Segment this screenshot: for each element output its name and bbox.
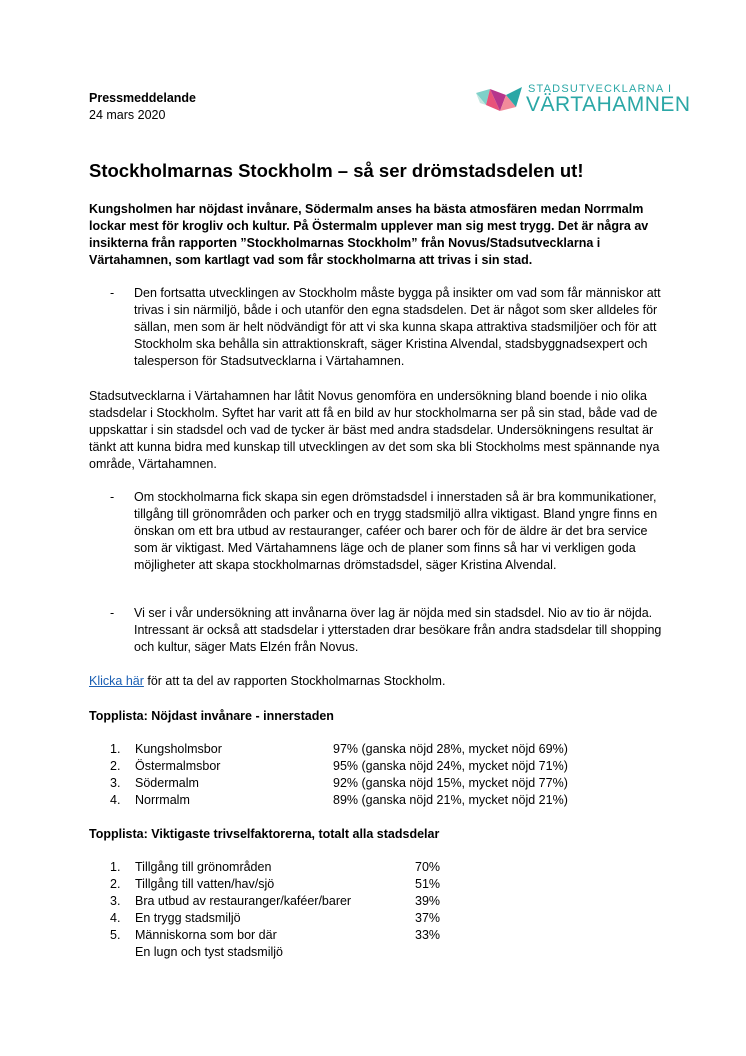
list-item-number: 1. xyxy=(110,742,121,756)
list-item-name: En trygg stadsmiljö xyxy=(135,911,241,925)
press-release-label: Pressmeddelande xyxy=(89,91,196,105)
list-extra-line: En lugn och tyst stadsmiljö xyxy=(135,945,283,959)
list-item-name: Norrmalm xyxy=(135,793,190,807)
list-item-value: 95% (ganska nöjd 24%, mycket nöjd 71%) xyxy=(333,759,568,773)
report-link[interactable]: Klicka här xyxy=(89,674,144,688)
list-item-value: 33% xyxy=(415,928,441,942)
report-link-line xyxy=(89,673,669,690)
bullet-dash: - xyxy=(110,286,115,300)
list-item-number: 1. xyxy=(110,860,121,874)
list-item-name: Bra utbud av restauranger/kaféer/barer xyxy=(135,894,352,908)
list-item-number: 3. xyxy=(110,776,121,790)
logo-main-text: VÄRTAHAMNEN xyxy=(526,93,691,116)
list-title: Topplista: Nöjdast invånare - innerstaden xyxy=(89,709,334,723)
list-item-value: 39% xyxy=(415,894,441,908)
list-item-value: 92% (ganska nöjd 15%, mycket nöjd 77%) xyxy=(333,776,568,790)
list-item-value: 37% xyxy=(415,911,441,925)
quote-text: Om stockholmarna fick skapa sin egen drömstadsdel i innerstaden så är bra kommunikationer, tillgång till grönområden och parker och en trygg stadsmiljö allra viktigast. Bland yngre finns en önskan om ett bra utbud av restauranger, caféer och barer och för de äldre är det bra service som är viktigast. Med Värtahamnens läge och de planer som finns så har vi verkligen goda möjligheter att skapa stockholmarnas drömstadsdel, säger Kristina Alvendal. xyxy=(134,490,658,572)
logo-top-text: STADSUTVECKLARNA I xyxy=(528,83,673,95)
quote-text: Vi ser i vår undersökning att invånarna över lag är nöjda med sin stadsdel. Nio av tio är nöjda. Intressant är också att stadsdelar i ytterstaden drar besökare från andra stadsdelar till shopping och kultur, säger Mats Elzén från Novus. xyxy=(134,606,662,654)
list-item-name: Tillgång till vatten/hav/sjö xyxy=(135,877,275,891)
bullet-dash: - xyxy=(110,606,115,620)
list-item-name: Kungsholmsbor xyxy=(135,742,222,756)
list-item-number: 5. xyxy=(110,928,121,942)
list-item-name: Tillgång till grönområden xyxy=(135,860,272,874)
bullet-dash: - xyxy=(110,490,115,504)
page-title: Stockholmarnas Stockholm – så ser drömstadsdelen ut! xyxy=(89,160,584,181)
list-item-value: 70% xyxy=(415,860,441,874)
body-paragraph: Stadsutvecklarna i Värtahamnen har låtit Novus genomföra en undersökning bland boende i nio olika stadsdelar i Stockholm. Syftet har varit att få en bild av hur stockholmarna ser på sin stad, både vad de uppskattar i sin stadsdel och vad de tycker är bäst med andra stadsdelar. Undersökningens resultat är tänkt att kunna bidra med kunskap till utvecklingen av det som ska bli Stockholms mest spännande nya område, Värtahamnen. xyxy=(89,389,660,471)
list-item-value: 97% (ganska nöjd 28%, mycket nöjd 69%) xyxy=(333,742,568,756)
list-item-number: 2. xyxy=(110,877,121,891)
release-date: 24 mars 2020 xyxy=(89,108,166,122)
list-item-number: 2. xyxy=(110,759,121,773)
list-item-name: Östermalmsbor xyxy=(135,759,221,773)
list-item-name: Människorna som bor där xyxy=(135,928,277,942)
list-item-number: 4. xyxy=(110,793,121,807)
list-title: Topplista: Viktigaste trivselfaktorerna, totalt alla stadsdelar xyxy=(89,827,440,841)
quote-text: Den fortsatta utvecklingen av Stockholm måste bygga på insikter om vad som får människor att trivas i sin närmiljö, både i och utanför den egna stadsdelen. Det är något som sker alldeles för sällan, men som är helt nödvändigt för att vi ska kunna skapa attraktiva stadsmiljöer och för att Stockholm ska behålla sin attraktionskraft, säger Kristina Alvendal, stadsbyggnadsexpert och talesperson för Stadsutvecklarna i Värtahamnen. xyxy=(134,286,661,368)
logo xyxy=(476,81,691,121)
list-item-value: 51% xyxy=(415,877,441,891)
list-item-number: 3. xyxy=(110,894,121,908)
logo-mark-icon xyxy=(476,85,524,117)
list-item-name: Södermalm xyxy=(135,776,199,790)
list-item-value: 89% (ganska nöjd 21%, mycket nöjd 21%) xyxy=(333,793,568,807)
list-item-number: 4. xyxy=(110,911,121,925)
report-link-suffix: för att ta del av rapporten Stockholmarnas Stockholm. xyxy=(143,674,446,688)
lead-paragraph: Kungsholmen har nöjdast invånare, Södermalm anses ha bästa atmosfären medan Norrmalm lockar mest för krogliv och kultur. På Östermalm upplever man sig mest trygg. Det är några av insikterna från rapporten ”Stockholmarnas Stockholm” från Novus/Stadsutvecklarna i Värtahamnen, som kartlagt vad som får stockholmarna att trivas i sin stad. xyxy=(89,202,649,267)
